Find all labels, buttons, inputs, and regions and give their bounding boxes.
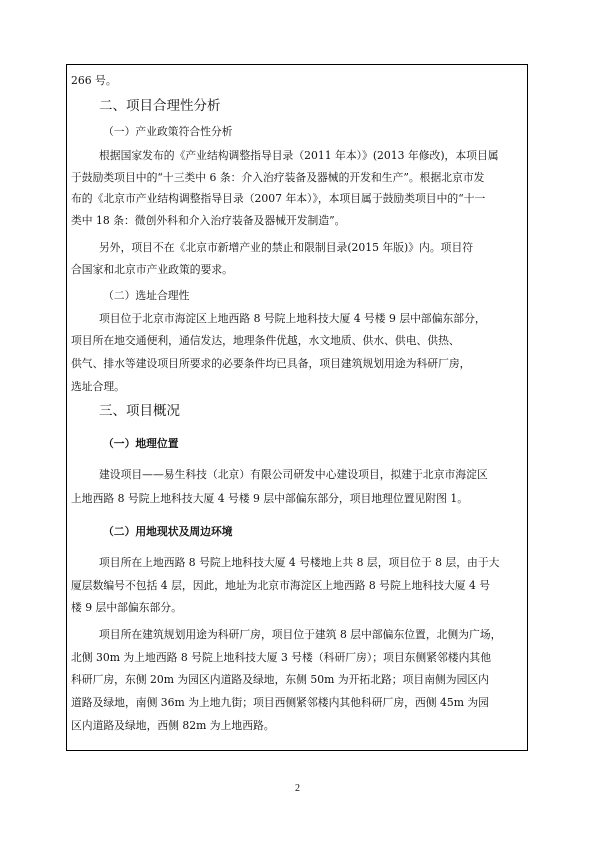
subsection-heading: （一）地理位置 <box>103 437 179 450</box>
text-line: 北侧 30m 为上地西路 8 号院上地科技大厦 3 号楼（科研厂房）；项目东侧紧邻楼内其他 <box>71 651 491 664</box>
text-line: 另外，项目不在《北京市新增产业的禁止和限制目录(2015 年版)》内。项目符 <box>99 241 474 254</box>
text-line: 建设项目——易生科技（北京）有限公司研发中心建设项目，拟建于北京市海淀区 <box>99 468 488 481</box>
text-line: 道路及绿地，南侧 36m 为上地九街；项目西侧紧邻楼内其他科研厂房，西侧 45m 为园 <box>71 696 489 709</box>
text-line: 布的《北京市产业结构调整指导目录（2007 年本）》，本项目属于鼓励类项目中的“十一 <box>71 192 486 205</box>
text-line: 根据国家发布的《产业结构调整指导目录（2011 年本）》(2013 年修改)，本项目属 <box>99 149 499 162</box>
text-line: 供气、排水等建设项目所要求的必要条件均已具备，项目建筑规划用途为科研厂房， <box>71 357 471 370</box>
page-number: 2 <box>295 783 300 794</box>
text-line: 266 号。 <box>71 74 117 87</box>
text-line: 楼 9 层中部偏东部分。 <box>71 601 182 614</box>
section-heading: 二、项目合理性分析 <box>99 98 221 114</box>
text-line: 项目所在上地西路 8 号院上地科技大厦 4 号楼地上共 8 层，项目位于 8 层，由于大 <box>99 556 500 569</box>
text-line: 项目所在地交通便利，通信发达，地理条件优越，水文地质、供水、供电、供热、 <box>71 334 460 347</box>
text-line: 合国家和北京市产业政策的要求。 <box>71 263 233 276</box>
text-line: 区内道路及绿地，西侧 82m 为上地西路。 <box>71 719 275 732</box>
text-line: 选址合理。 <box>71 380 125 393</box>
text-line: 科研厂房，东侧 20m 为园区内道路及绿地，东侧 50m 为开拓北路；项目南侧为园区内 <box>71 673 489 686</box>
text-line: 项目所在建筑规划用途为科研厂房，项目位于建筑 8 层中部偏东位置，北侧为广场， <box>99 628 502 641</box>
content-frame <box>66 64 528 751</box>
text-line: 类中 18 条：微创外科和介入治疗装备及器械开发制造”。 <box>71 214 346 227</box>
subsection-heading: （一）产业政策符合性分析 <box>103 125 233 138</box>
subsection-heading: （二）用地现状及周边环境 <box>103 525 233 538</box>
text-line: 项目位于北京市海淀区上地西路 8 号院上地科技大厦 4 号楼 9 层中部偏东部分， <box>99 312 486 325</box>
section-heading: 三、项目概况 <box>99 403 180 419</box>
text-line: 厦层数编号不包括 4 层，因此，地址为北京市海淀区上地西路 8 号院上地科技大厦 4 号 <box>71 579 491 592</box>
text-line: 于鼓励类项目中的“十三类中 6 条：介入治疗装备及器械的开发和生产”。根据北京市发 <box>71 171 485 184</box>
subsection-heading: （二）选址合理性 <box>103 289 190 302</box>
document-body <box>67 65 527 750</box>
text-line: 上地西路 8 号院上地科技大厦 4 号楼 9 层中部偏东部分，项目地理位置见附图 1。 <box>71 492 468 505</box>
